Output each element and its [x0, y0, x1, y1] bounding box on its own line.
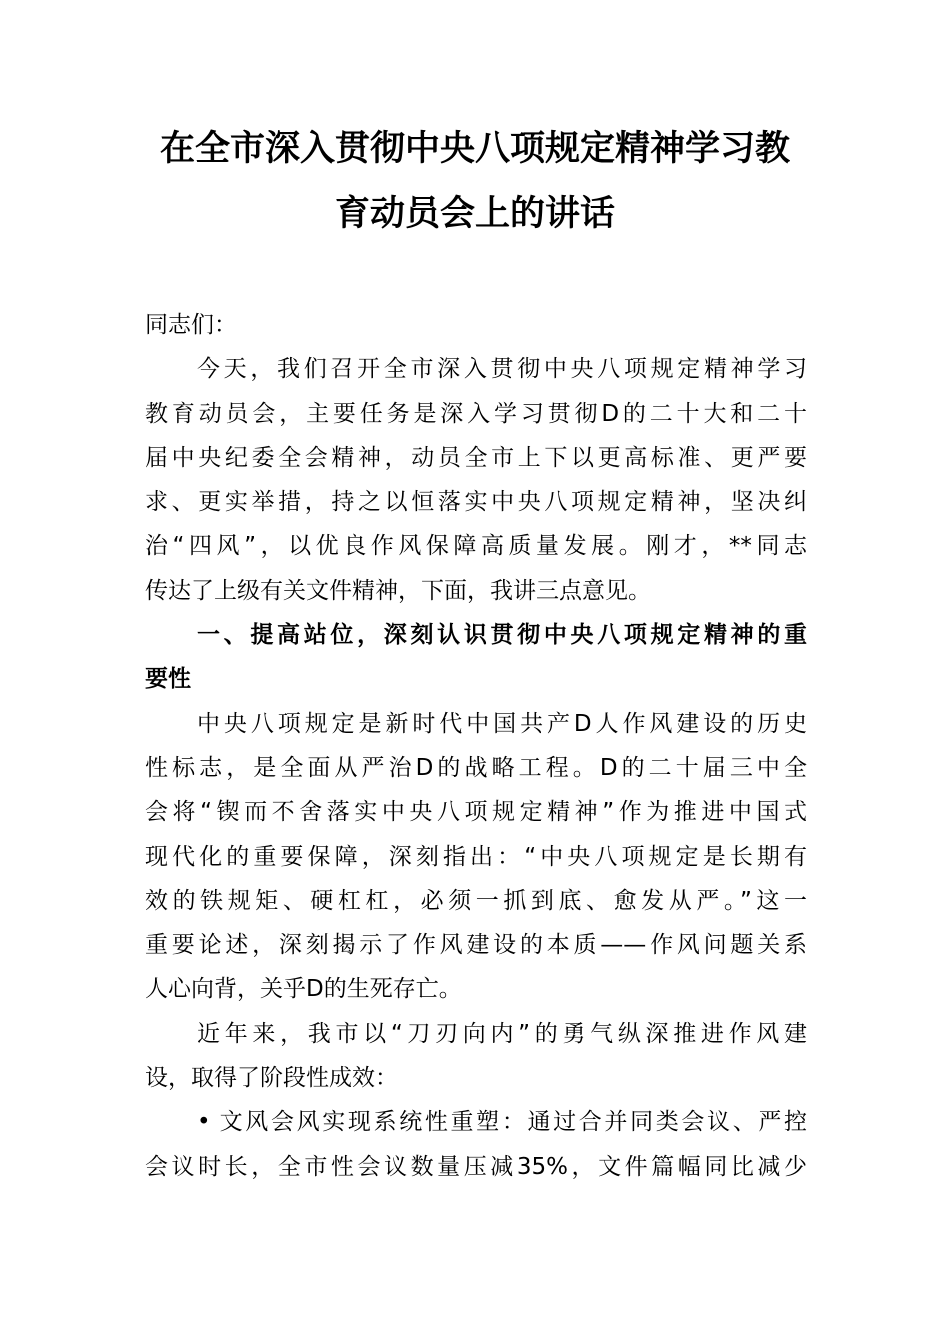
paragraph-line: 教育动员会，主要任务是深入学习贯彻D的二十大和二十 — [145, 400, 807, 427]
title-line-1: 在全市深入贯彻中央八项规定精神学习教 — [159, 128, 790, 169]
paragraph-line: 人心向背，关乎D的生死存亡。 — [145, 976, 462, 1003]
bullet-icon: • — [197, 1109, 211, 1136]
heading-line: 一、提高站位，深刻认识贯彻中央八项规定精神的重 — [197, 622, 807, 649]
bullet-text: 文风会风实现系统性重塑：通过合并同类会议、严控 — [217, 1109, 807, 1136]
document-body — [145, 303, 807, 1189]
paragraph-line: 现代化的重要保障，深刻指出：“中央八项规定是长期有 — [145, 843, 807, 870]
paragraph-line: 中央八项规定是新时代中国共产D人作风建设的历史 — [197, 710, 807, 737]
bullet-line — [145, 1100, 807, 1144]
bullet-item — [145, 1100, 807, 1189]
paragraph-achievements — [145, 1012, 807, 1101]
paragraph-line: 设，取得了阶段性成效： — [145, 1065, 398, 1092]
salutation: 同志们： — [145, 312, 237, 338]
paragraph-eight-rules — [145, 702, 807, 1012]
paragraph-line: 传达了上级有关文件精神，下面，我讲三点意见。 — [145, 577, 651, 604]
paragraph-line: 性标志，是全面从严治D的战略工程。D的二十届三中全 — [145, 754, 807, 781]
paragraph-line: 效的铁规矩、硬杠杠，必须一抓到底、愈发从严。”这一 — [145, 887, 807, 914]
paragraph-line: 会将“锲而不舍落实中央八项规定精神”作为推进中国式 — [145, 799, 807, 826]
paragraph-line: 近年来，我市以“刀刃向内”的勇气纵深推进作风建 — [197, 1020, 807, 1047]
paragraph-line: 重要论述，深刻揭示了作风建设的本质——作风问题关系 — [145, 932, 807, 959]
section-heading-1 — [145, 613, 807, 702]
paragraph-line: 会议时长，全市性会议数量压减35%，文件篇幅同比减少 — [145, 1153, 807, 1180]
paragraph-line: 今天，我们召开全市深入贯彻中央八项规定精神学习 — [197, 356, 807, 383]
paragraph-line: 求、更实举措，持之以恒落实中央八项规定精神，坚决纠 — [145, 489, 807, 516]
paragraph-intro — [145, 347, 807, 613]
document-title — [145, 116, 805, 246]
title-line-2: 育动员会上的讲话 — [334, 193, 615, 234]
paragraph-line: 届中央纪委全会精神，动员全市上下以更高标准、更严要 — [145, 444, 807, 471]
paragraph-line: 治“四风”，以优良作风保障高质量发展。刚才，**同志 — [145, 533, 807, 560]
heading-line: 要性 — [145, 666, 191, 693]
